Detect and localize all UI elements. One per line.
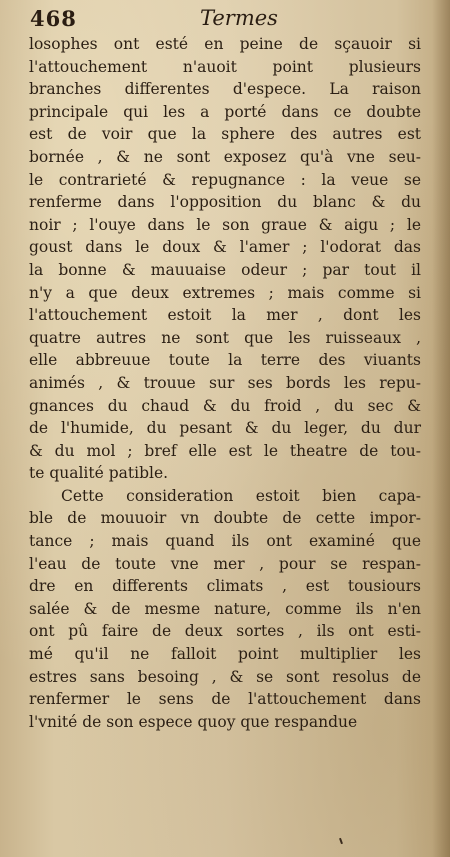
text-line: est de voir que la sphere des autres est bbox=[29, 125, 421, 144]
text-line: le contrarieté & repugnance : la veue se bbox=[29, 170, 421, 189]
page-header bbox=[30, 6, 420, 34]
text-line: ble de mouuoir vn doubte de cette impor- bbox=[29, 509, 421, 528]
text-line: estres sans besoing , & se sont resolus de bbox=[29, 667, 421, 686]
text-line: n'y a que deux extremes ; mais comme si bbox=[29, 283, 421, 302]
text-line: gnances du chaud & du froid , du sec & bbox=[29, 396, 421, 415]
ink-mark bbox=[339, 838, 343, 844]
text-line: Cette consideration estoit bien capa- bbox=[61, 486, 421, 505]
text-line: & du mol ; bref elle est le theatre de tou- bbox=[29, 441, 421, 460]
text-line: elle abbreuue toute la terre des viuants bbox=[29, 351, 421, 370]
text-line: dre en differents climats , est tousiours bbox=[29, 577, 421, 596]
text-line: l'attouchement n'auoit point plusieurs bbox=[29, 57, 421, 76]
text-line: animés , & trouue sur ses bords les repu- bbox=[29, 373, 421, 392]
text-line: bornée , & ne sont exposez qu'à vne seu- bbox=[29, 147, 421, 166]
text-line: quatre autres ne sont que les ruisseaux , bbox=[29, 328, 421, 347]
text-line: salée & de mesme nature, comme ils n'en bbox=[29, 599, 421, 618]
text-line: renferme dans l'opposition du blanc & du bbox=[29, 193, 421, 212]
text-line: losophes ont esté en peine de sçauoir si bbox=[29, 35, 421, 53]
text-line: ont pû faire de deux sortes , ils ont esti- bbox=[29, 622, 421, 641]
text-line: l'vnité de son espece quoy que respandue bbox=[29, 712, 358, 731]
body-text bbox=[29, 33, 421, 733]
text-line: noir ; l'ouye dans le son graue & aigu ; le bbox=[29, 215, 421, 234]
text-line: la bonne & mauuaise odeur ; par tout il bbox=[29, 260, 421, 279]
text-line: goust dans le doux & l'amer ; l'odorat das bbox=[29, 238, 421, 257]
text-line: te qualité patible. bbox=[29, 464, 169, 483]
text-line: branches differentes d'espece. La raison bbox=[29, 80, 421, 99]
running-head: Termes bbox=[200, 6, 278, 30]
text-line: l'attouchement estoit la mer , dont les bbox=[29, 306, 421, 325]
text-line: mé qu'il ne falloit point multiplier les bbox=[29, 645, 421, 664]
text-line: tance ; mais quand ils ont examiné que bbox=[29, 532, 421, 551]
text-line: renfermer le sens de l'attouchement dans bbox=[29, 690, 421, 709]
text-line: principale qui les a porté dans ce doubte bbox=[29, 102, 421, 121]
page-number: 468 bbox=[30, 6, 77, 31]
page-edge-shadow bbox=[432, 0, 450, 857]
text-line: de l'humide, du pesant & du leger, du dur bbox=[29, 419, 421, 438]
text-line: l'eau de toute vne mer , pour se respan- bbox=[29, 554, 421, 573]
